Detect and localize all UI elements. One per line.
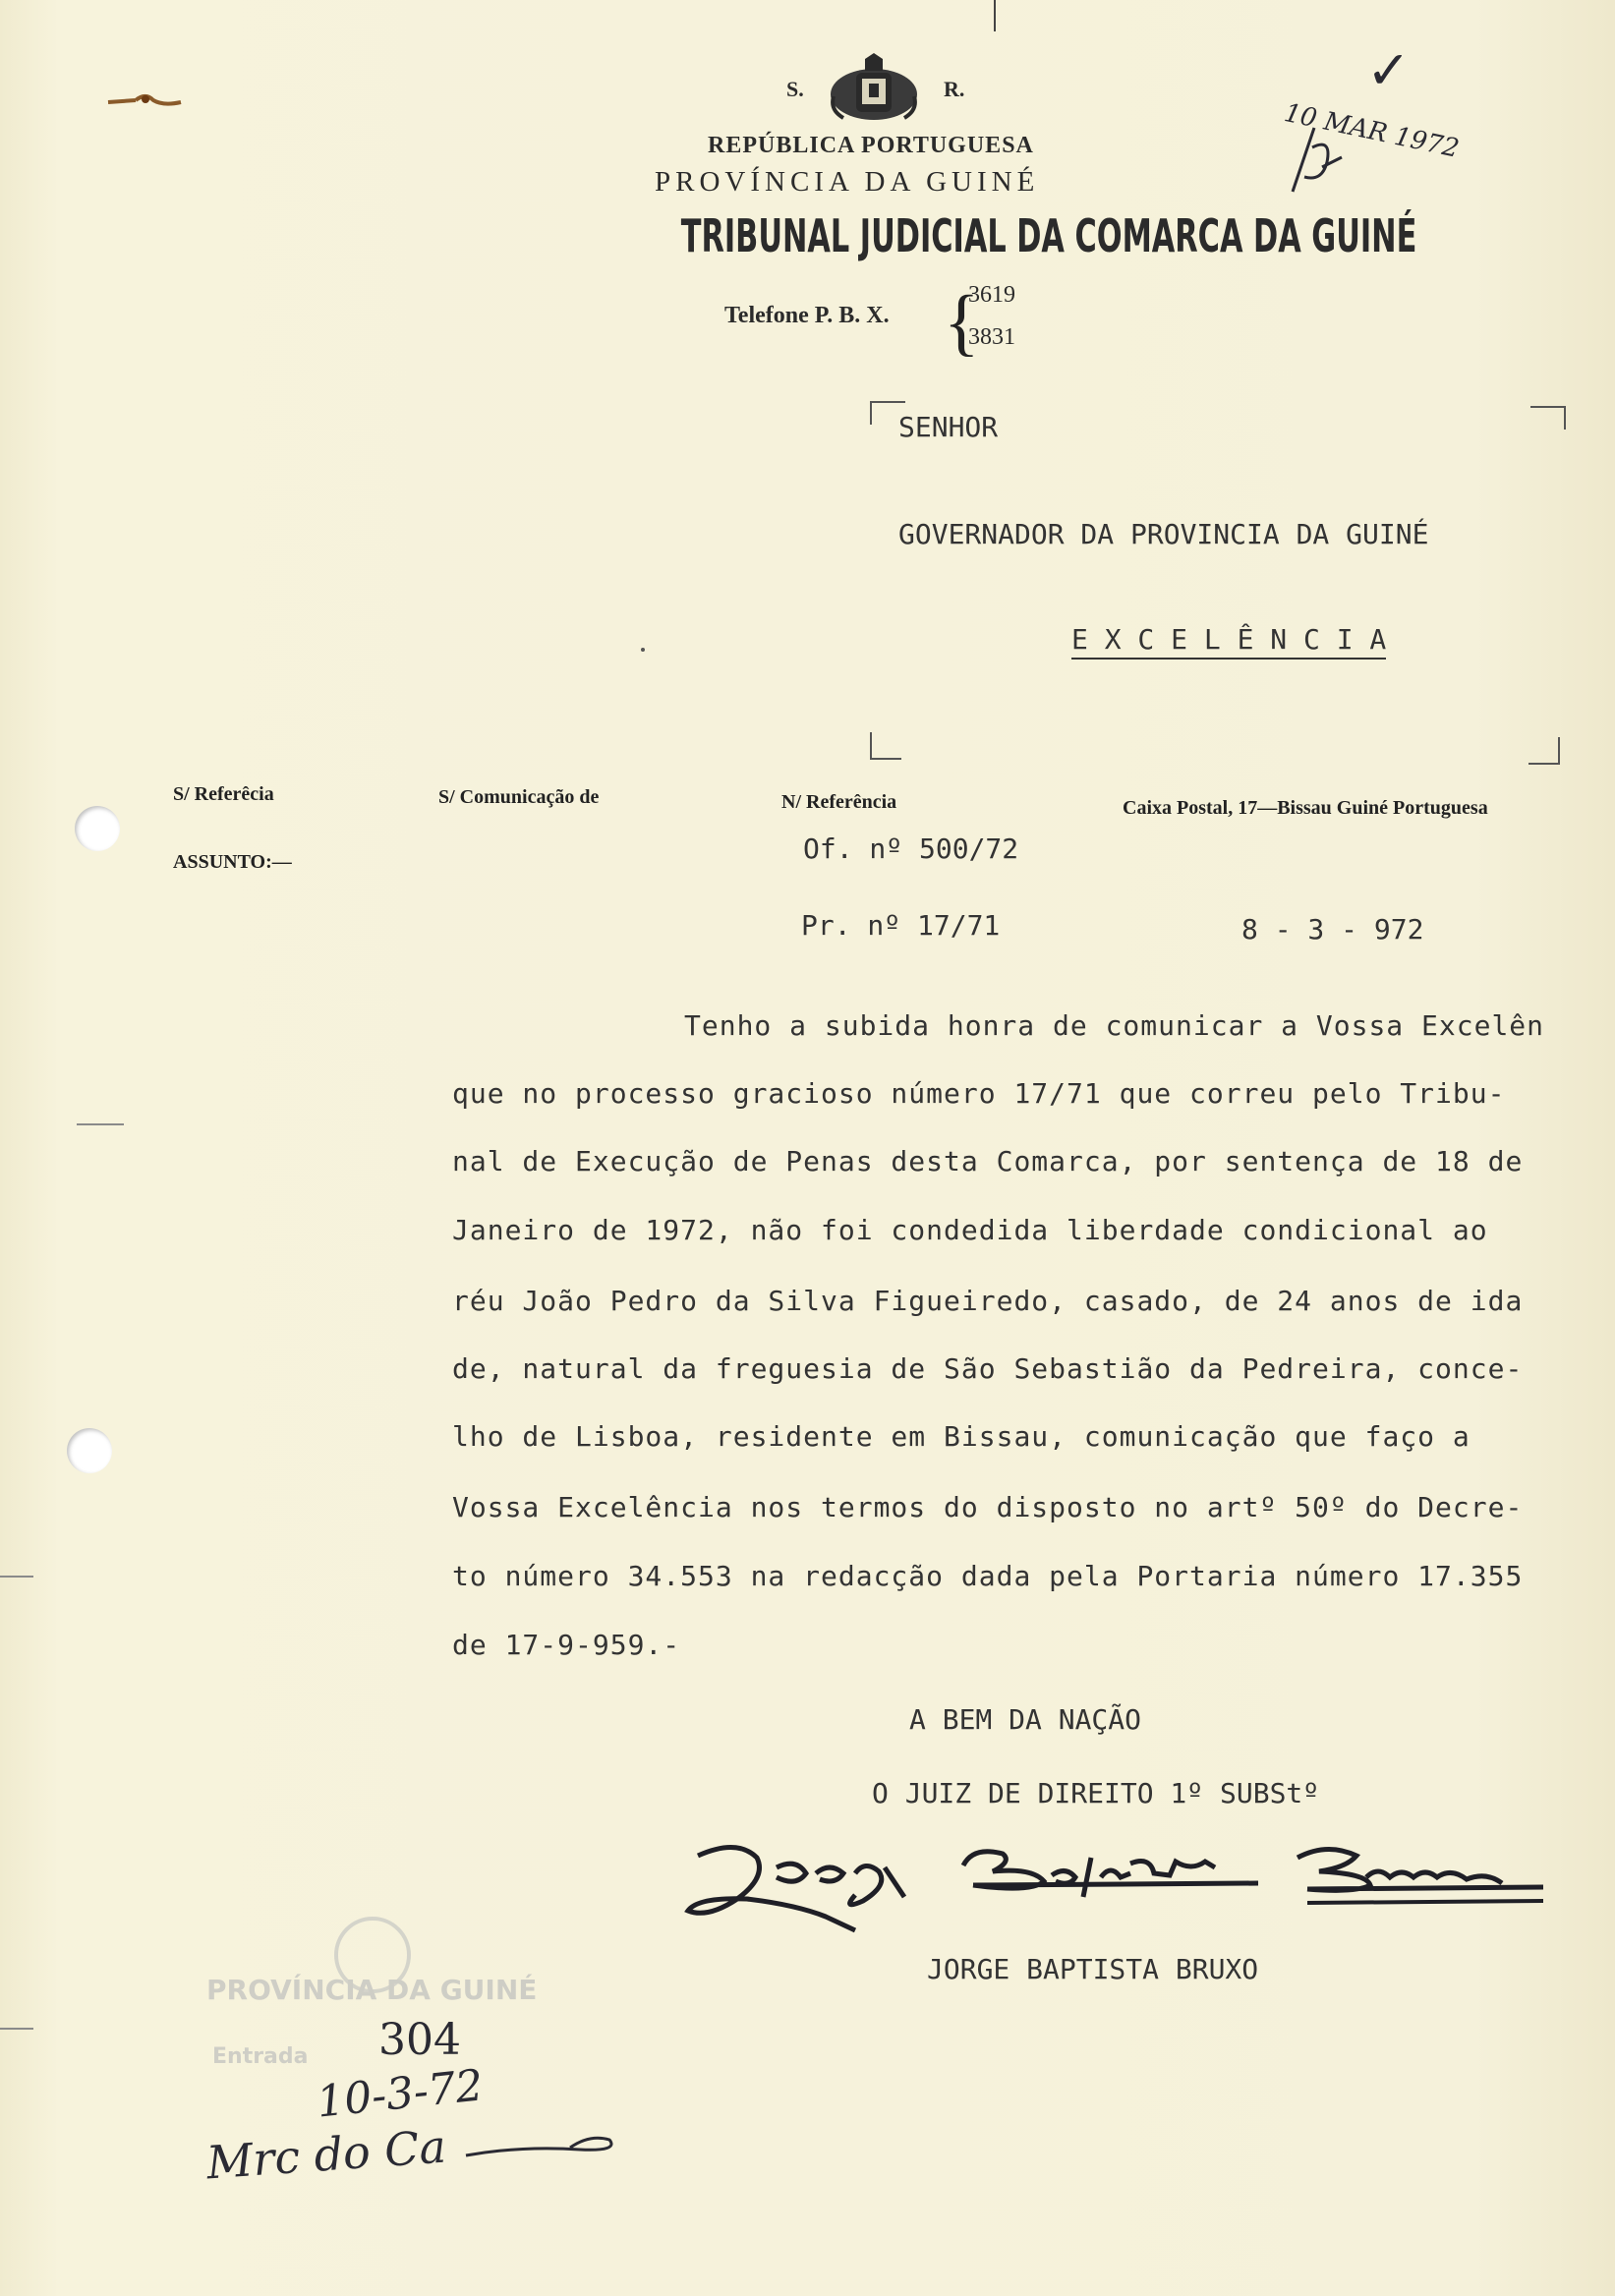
body-line-5: réu João Pedro da Silva Figueiredo, casado, de 24 anos de ida <box>452 1285 1524 1317</box>
punch-hole-top <box>75 806 120 851</box>
body-line-8: Vossa Excelência nos termos do disposto no artº 50º do Decre- <box>452 1491 1524 1523</box>
pin-mark-icon <box>106 90 185 114</box>
body-line-3: nal de Execução de Penas desta Comarca, por sentença de 18 de <box>452 1145 1524 1177</box>
processo-reference: Pr. nº 17/71 <box>801 909 1001 942</box>
body-line-2: que no processo gracioso número 17/71 que correu pelo Tribu- <box>452 1077 1506 1110</box>
received-date-stamp: 10 MAR 1972 <box>1281 98 1462 164</box>
stray-dot <box>641 648 645 652</box>
salutation: SENHOR <box>898 411 999 443</box>
province-heading: PROVÍNCIA DA GUINÉ <box>655 166 1040 198</box>
check-mark-icon: ✓ <box>1366 39 1412 101</box>
telephone-number-2: 3831 <box>968 324 1015 350</box>
telephone-brace: { <box>944 281 980 364</box>
tribunal-heading: TRIBUNAL JUDICIAL DA COMARCA DA GUINÉ <box>680 209 1417 262</box>
body-line-4: Janeiro de 1972, não foi condedida liberdade condicional ao <box>452 1214 1488 1246</box>
window-corner-br <box>1528 737 1560 765</box>
signature-icon <box>678 1828 1553 1946</box>
assunto-label: ASSUNTO:— <box>173 851 292 873</box>
faded-stamp-line-2: Entrada <box>212 2044 309 2069</box>
annotation-date: 10-3-72 <box>314 2060 486 2128</box>
honorific: E X C E L Ê N C I A <box>1071 623 1386 660</box>
annotation-underline-icon <box>462 2128 629 2167</box>
recipient: GOVERNADOR DA PROVINCIA DA GUINÉ <box>898 518 1429 550</box>
handwritten-initial-icon <box>1283 118 1352 197</box>
body-line-7: lho de Lisboa, residente em Bissau, comunicação que faço a <box>452 1420 1471 1453</box>
s-referencia-label: S/ Referêcia <box>173 783 274 805</box>
telephone-label: Telefone P. B. X. <box>724 303 890 328</box>
annotation-number: 304 <box>378 2015 461 2065</box>
republic-heading: REPÚBLICA PORTUGUESA <box>708 133 1034 158</box>
r-mark: R. <box>944 77 965 101</box>
letter-date: 8 - 3 - 972 <box>1241 913 1424 946</box>
s-comunicacao-label: S/ Comunicação de <box>438 786 600 808</box>
edge-mark <box>0 1576 33 1578</box>
body-line-9: to número 34.553 na redacção dada pela Portaria número 17.355 <box>452 1560 1524 1592</box>
n-referencia-label: N/ Referência <box>781 791 897 813</box>
faded-stamp-line-1: PROVÍNCIA DA GUINÉ <box>206 1974 538 2006</box>
judge-name: JORGE BAPTISTA BRUXO <box>927 1953 1259 1985</box>
punch-hole-bottom <box>67 1428 112 1473</box>
tribunal-heading-wrap <box>491 209 1417 262</box>
fold-mark <box>77 1123 124 1125</box>
caixa-postal-label: Caixa Postal, 17—Bissau Guiné Portuguesa <box>1123 797 1488 819</box>
annotation-initials: Mrc do Ca <box>204 2119 448 2190</box>
edge-mark <box>0 2028 33 2030</box>
body-line-10: de 17-9-959.- <box>452 1629 681 1661</box>
s-mark: S. <box>786 77 804 101</box>
top-center-mark <box>994 0 996 31</box>
oficio-reference: Of. nº 500/72 <box>803 832 1019 865</box>
judge-title: O JUIZ DE DIREITO 1º SUBStº <box>872 1777 1320 1809</box>
closing-motto: A BEM DA NAÇÃO <box>909 1703 1142 1736</box>
coat-of-arms-icon <box>826 51 922 128</box>
body-line-1: Tenho a subida honra de comunicar a Vossa Excelên <box>684 1009 1545 1042</box>
telephone-number-1: 3619 <box>968 282 1015 308</box>
body-line-6: de, natural da freguesia de São Sebastião da Pedreira, conce- <box>452 1352 1524 1385</box>
window-corner-bl <box>870 732 901 760</box>
window-corner-tr <box>1530 406 1566 430</box>
